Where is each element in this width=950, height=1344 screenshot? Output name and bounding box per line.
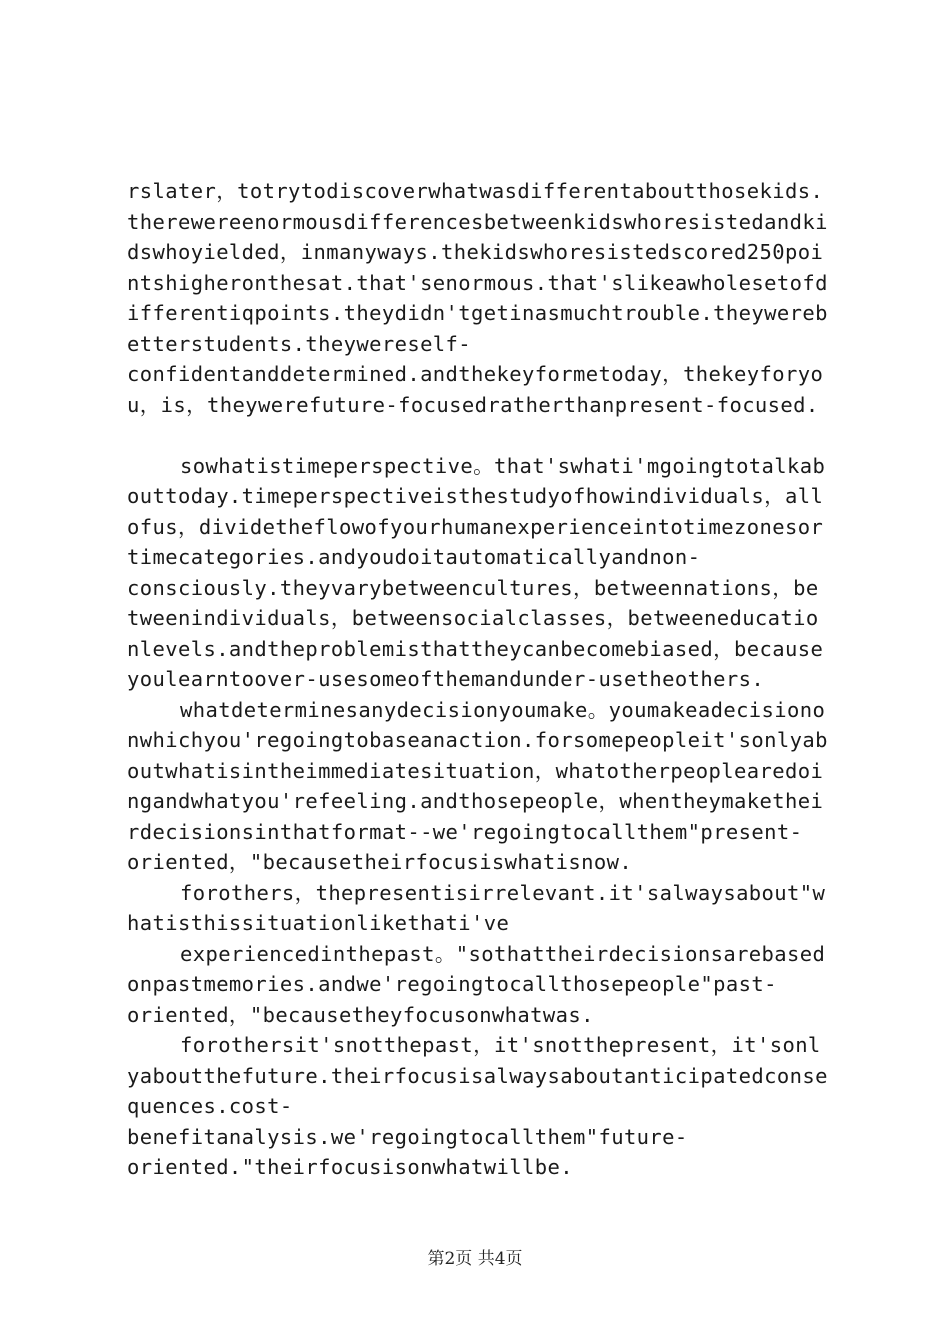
text-line: ofus，dividetheflowofyourhumanexperienceintotimezonesor [127,514,824,539]
text-line: u，is，theywerefuture-focusedratherthanpresent-focused. [127,392,819,417]
text-line: outwhatisintheimmediatesituation，whatotherpeoplearedoi [127,758,824,783]
text-line: benefitanalysis.we'regoingtocallthem"future- [127,1124,688,1149]
text-line: therewereenormousdifferencesbetweenkidswhoresistedandki [127,209,828,234]
text-line: rslater，totrytodiscoverwhatwasdifferentaboutthosekids. [127,179,824,203]
text-line: consciously.theyvarybetweencultures，betweennations，be [127,575,819,600]
text-line: experiencedinthepast。"sothattheirdecisionsarebased [180,941,826,966]
text-line: ngandwhatyou'refeeling.andthosepeople，whentheymakethei [127,789,824,813]
text-line: outtoday.timeperspectiveisthestudyofhowindividuals，all [127,484,824,508]
paragraph [127,176,833,420]
paragraph-gap [127,420,833,451]
text-line: timecategories.andyoudoitautomaticallyandnon- [127,545,701,569]
text-line: etterstudents.theywereself- [127,331,472,356]
text-line: whatdeterminesanydecisionyoumake。youmakeadecisiono [180,697,826,722]
text-line: yaboutthefuture.theirfocusisalwaysaboutanticipatedconse [127,1063,828,1088]
paragraph [127,939,833,1031]
text-line: forothersit'snotthepast，it'snotthepresent，it'sonl [180,1033,821,1057]
text-line: dswhoyielded，inmanyways.thekidswhoresistedscored250poi [127,240,824,264]
text-line: youlearntoover-usesomeofthemandunder-usetheothers. [127,667,765,691]
text-line: rdecisionsinthatformat--we'regoingtocallthem"present- [127,819,803,844]
text-line: tweenindividuals，betweensocialclasses，betweeneducatio [127,606,819,630]
text-line: forothers，thepresentisirrelevant.it'salwaysabout"w [180,880,826,905]
paragraph [127,695,833,878]
paragraph [127,1030,833,1183]
text-line: nlevels.andtheproblemisthattheycanbecomebiased，because [127,636,824,661]
text-line: ifferentiqpoints.theydidn'tgetinasmuchtrouble.theywereb [127,301,828,325]
text-line: hatisthissituationlikethati've [127,911,510,935]
text-line: oriented."theirfocusisonwhatwillbe. [127,1155,573,1179]
text-line: ntshigheronthesat.that'senormous.that'slikeawholesetofd [127,270,828,295]
text-line: oriented，"becausetheyfocusonwhatwas. [127,1002,594,1027]
paragraph [127,878,833,939]
text-line: confidentanddetermined.andthekeyformetoday，thekeyforyo [127,362,824,386]
text-line: sowhatistimeperspective。that'swhati'mgoingtotalkab [180,453,826,478]
text-line: quences.cost- [127,1094,293,1118]
page-number-footer: 第2页 共4页 [427,1249,523,1269]
text-line: nwhichyou'regoingtobaseanaction.forsomepeopleit'sonlyab [127,728,828,752]
document-body [127,176,833,1183]
text-line: onpastmemories.andwe'regoingtocallthosepeople"past- [127,972,777,996]
text-line: oriented，"becausetheirfocusiswhatisnow. [127,850,633,874]
paragraph [127,451,833,695]
